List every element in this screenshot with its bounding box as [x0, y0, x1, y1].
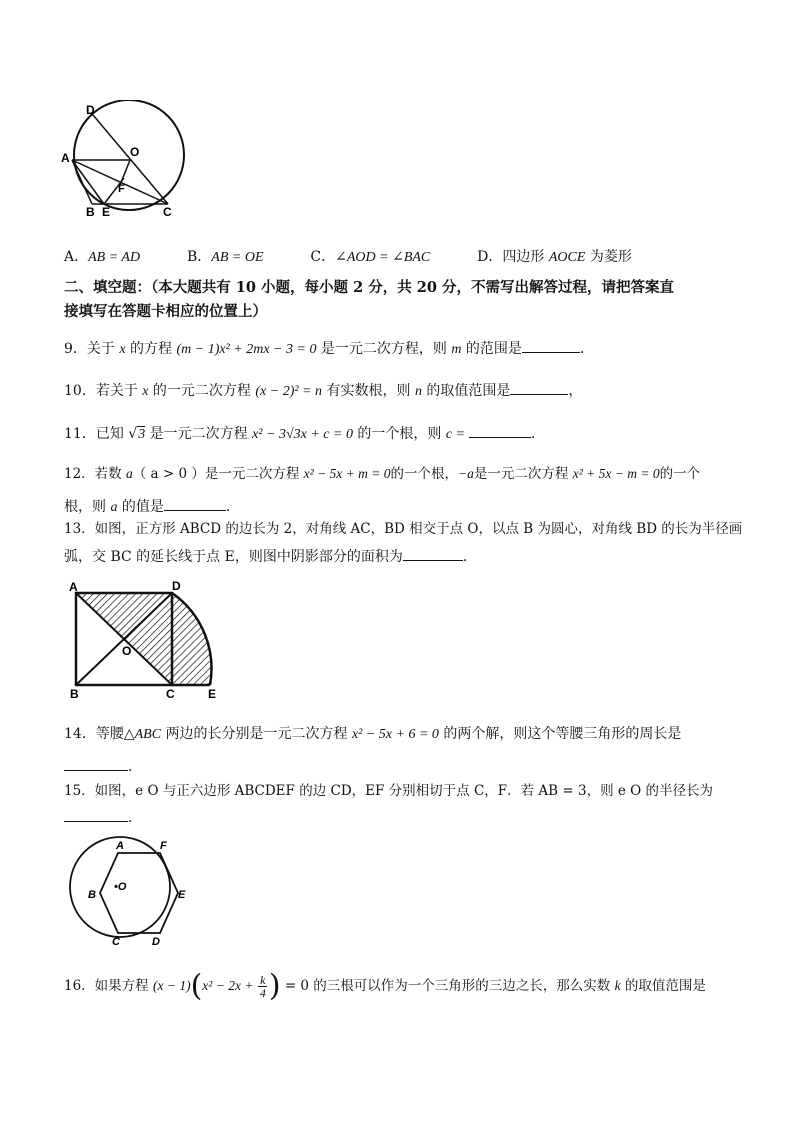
label-c: C	[166, 687, 175, 701]
question-14: 14．等腰△ABC 两边的长分别是一元二次方程 x² − 5x + 6 = 0 的两个解，则这个等腰三角形的周长是	[64, 726, 682, 742]
question-10: 10．若关于 x 的一元二次方程 (x − 2)² = n 有实数根，则 n 的取值范围是 ，	[64, 380, 582, 401]
answer-blank-15[interactable]	[64, 807, 128, 822]
question-12-line1: 12．若数 a（ a > 0 ）是一元二次方程 x² − 5x + m = 0的一个根，−a是一元二次方程 x² + 5x − m = 0的一个	[64, 466, 701, 482]
section-heading-line2: 接填写在答题卡相应的位置上）	[64, 303, 267, 320]
option-d: D．四边形 AOCE 为菱形	[477, 249, 632, 265]
question-9: 9．关于 x 的方程 (m − 1)x² + 2mx − 3 = 0 是一元二次方程，则 m 的范围是 ．	[64, 338, 594, 359]
question-13-line1: 13．如图，正方形 ABCD 的边长为 2，对角线 AC，BD 相交于点 O，以点 B 为圆心，对角线 BD 的长为半径画	[64, 521, 743, 537]
question-16: 16．如果方程 (x − 1)(x² − 2x + $\frac{k}{4}$ ) = 0 的三根可以作为一个三角形的三边之长，那么实数 k 的取值范围是	[64, 968, 706, 1004]
question-14-line2: ．	[64, 756, 142, 776]
answer-blank-14[interactable]	[64, 756, 128, 771]
question-12-line2: 根，则 a 的值是 ．	[64, 496, 240, 517]
section-heading-line1: 二、填空题：（本大题共有 10 小题，每小题 2 分，共 20 分，不需写出解答过程，请把答案直	[64, 279, 674, 296]
label-o: O	[130, 145, 140, 159]
label-b: B	[88, 889, 96, 901]
question-13-line2: 弧，交 BC 的延长线于点 E，则图中阴影部分的面积为 ．	[64, 546, 477, 566]
answer-blank-9[interactable]	[522, 338, 580, 353]
label-b: B	[70, 687, 79, 701]
label-c: C	[112, 936, 120, 948]
label-o: •O	[114, 881, 127, 893]
label-d: D	[172, 579, 181, 593]
question-15-line2: ．	[64, 807, 142, 827]
answer-blank-10[interactable]	[510, 380, 568, 395]
label-e: E	[178, 889, 186, 901]
option-a: A．AB = AD	[64, 249, 141, 265]
label-o: O	[122, 644, 132, 658]
label-e: E	[208, 687, 217, 701]
label-a: A	[69, 580, 78, 594]
hexagon-abcdef	[100, 853, 178, 933]
option-c: C．∠AOD = ∠BAC	[310, 249, 431, 265]
figure-circle-chords	[60, 100, 190, 220]
answer-blank-11[interactable]	[469, 423, 531, 438]
label-f: F	[160, 840, 167, 852]
chord-ab	[72, 160, 92, 204]
label-d: D	[86, 103, 95, 117]
label-d: D	[152, 936, 160, 948]
answer-blank-13[interactable]	[403, 546, 463, 561]
label-a: A	[61, 151, 70, 165]
question-11: 11．已知 √3 是一元二次方程 x² − 3√3x + c = 0 的一个根，则 c = ．	[64, 423, 545, 444]
figure-circle-hexagon	[64, 835, 194, 950]
q8-options	[64, 248, 632, 267]
figure-square-arc	[62, 575, 232, 703]
label-e: E	[102, 205, 111, 219]
label-c: C	[163, 205, 172, 219]
answer-blank-12[interactable]	[164, 496, 226, 511]
label-b: B	[86, 205, 95, 219]
label-a: A	[116, 840, 124, 852]
option-b: B．AB = OE	[187, 249, 264, 265]
label-f: F	[118, 183, 125, 195]
question-15: 15．如图，e O 与正六边形 ABCDEF 的边 CD，EF 分别相切于点 C，F．若 AB = 3，则 e O 的半径长为	[64, 783, 714, 799]
